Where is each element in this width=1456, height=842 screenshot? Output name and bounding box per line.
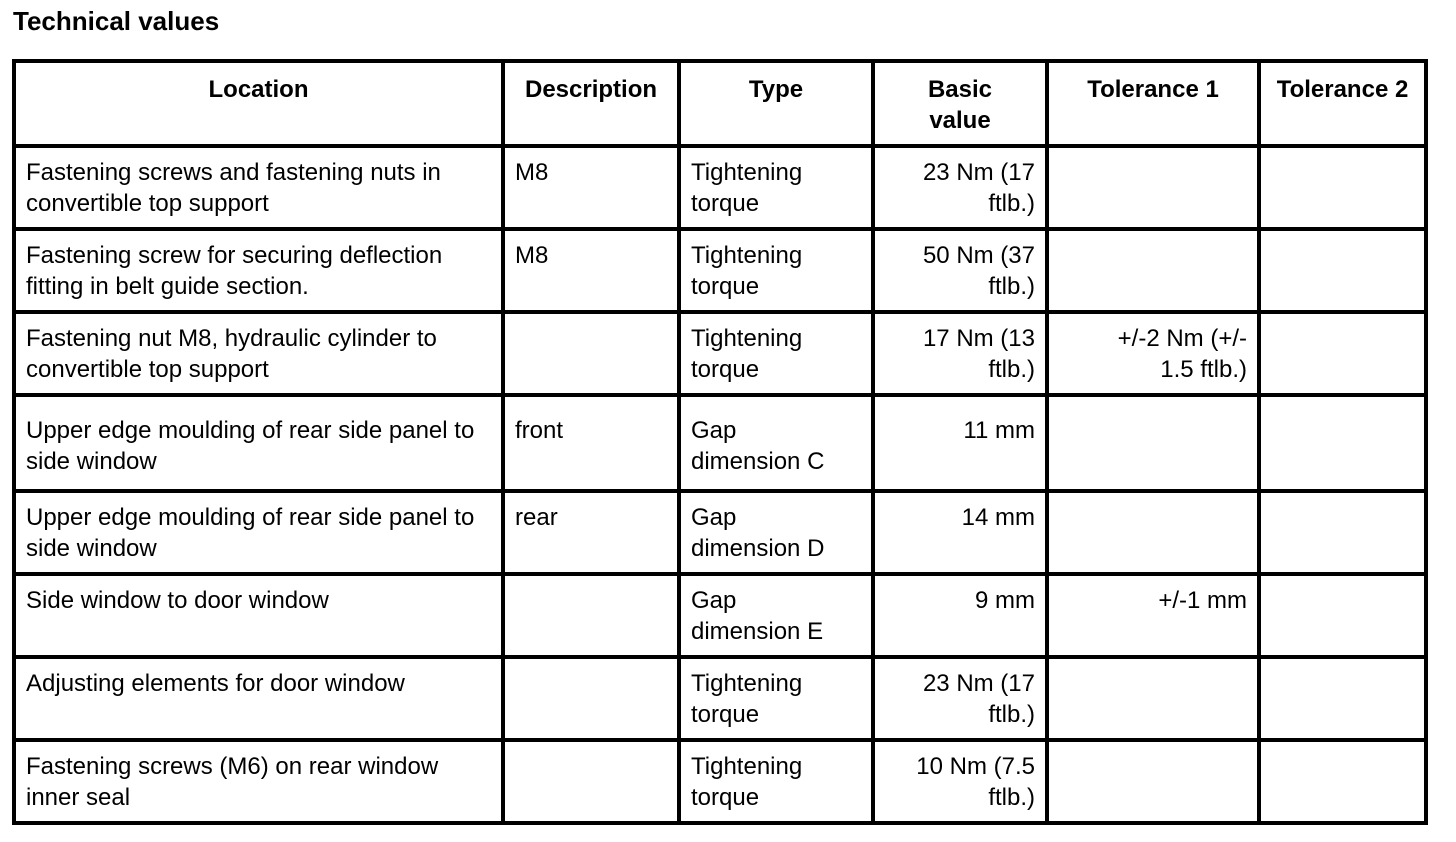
description-cell: rear bbox=[503, 491, 679, 574]
description-cell: M8 bbox=[503, 146, 679, 229]
type-cell: Tightening torque bbox=[679, 740, 873, 823]
tolerance-1-cell bbox=[1047, 229, 1259, 312]
tolerance-2-cell bbox=[1259, 146, 1426, 229]
location-cell: Side window to door window bbox=[14, 574, 503, 657]
tolerance-1-cell bbox=[1047, 740, 1259, 823]
table-row bbox=[14, 574, 1426, 657]
basic-value-cell: 23 Nm (17 ftlb.) bbox=[873, 657, 1047, 740]
column-header-tolerance-1: Tolerance 1 bbox=[1047, 61, 1259, 146]
column-header-basic-value: Basic value bbox=[873, 61, 1047, 146]
basic-value-cell: 23 Nm (17 ftlb.) bbox=[873, 146, 1047, 229]
type-cell: Gap dimension E bbox=[679, 574, 873, 657]
tolerance-1-cell bbox=[1047, 146, 1259, 229]
column-header-type: Type bbox=[679, 61, 873, 146]
tolerance-2-cell bbox=[1259, 229, 1426, 312]
description-cell: M8 bbox=[503, 229, 679, 312]
basic-value-cell: 17 Nm (13 ftlb.) bbox=[873, 312, 1047, 395]
location-cell: Fastening screws (M6) on rear window inner seal bbox=[14, 740, 503, 823]
description-cell bbox=[503, 657, 679, 740]
basic-value-cell: 11 mm bbox=[873, 395, 1047, 491]
tolerance-1-cell bbox=[1047, 395, 1259, 491]
tolerance-1-cell: +/-1 mm bbox=[1047, 574, 1259, 657]
tolerance-2-cell bbox=[1259, 574, 1426, 657]
tolerance-1-cell bbox=[1047, 491, 1259, 574]
type-cell: Tightening torque bbox=[679, 229, 873, 312]
tolerance-2-cell bbox=[1259, 312, 1426, 395]
tolerance-1-cell: +/-2 Nm (+/- 1.5 ftlb.) bbox=[1047, 312, 1259, 395]
table-row bbox=[14, 395, 1426, 491]
type-cell: Gap dimension D bbox=[679, 491, 873, 574]
basic-value-cell: 50 Nm (37 ftlb.) bbox=[873, 229, 1047, 312]
table-row bbox=[14, 491, 1426, 574]
tolerance-2-cell bbox=[1259, 491, 1426, 574]
location-cell: Fastening nut M8, hydraulic cylinder to convertible top support bbox=[14, 312, 503, 395]
table-header bbox=[14, 61, 1426, 146]
location-cell: Fastening screw for securing deflection fitting in belt guide section. bbox=[14, 229, 503, 312]
table-row bbox=[14, 146, 1426, 229]
location-cell: Fastening screws and fastening nuts in convertible top support bbox=[14, 146, 503, 229]
basic-value-cell: 9 mm bbox=[873, 574, 1047, 657]
location-cell: Adjusting elements for door window bbox=[14, 657, 503, 740]
description-cell bbox=[503, 740, 679, 823]
header-row bbox=[14, 61, 1426, 146]
location-cell: Upper edge moulding of rear side panel to side window bbox=[14, 395, 503, 491]
type-cell: Tightening torque bbox=[679, 312, 873, 395]
table-row bbox=[14, 740, 1426, 823]
table-body bbox=[14, 146, 1426, 823]
column-header-location: Location bbox=[14, 61, 503, 146]
type-cell: Tightening torque bbox=[679, 657, 873, 740]
description-cell bbox=[503, 312, 679, 395]
table-row bbox=[14, 312, 1426, 395]
type-cell: Tightening torque bbox=[679, 146, 873, 229]
column-header-description: Description bbox=[503, 61, 679, 146]
location-cell: Upper edge moulding of rear side panel to side window bbox=[14, 491, 503, 574]
column-header-tolerance-2: Tolerance 2 bbox=[1259, 61, 1426, 146]
description-cell bbox=[503, 574, 679, 657]
tolerance-2-cell bbox=[1259, 657, 1426, 740]
type-cell: Gap dimension C bbox=[679, 395, 873, 491]
page-title: Technical values bbox=[13, 6, 220, 36]
table-row bbox=[14, 229, 1426, 312]
tolerance-1-cell bbox=[1047, 657, 1259, 740]
basic-value-cell: 10 Nm (7.5 ftlb.) bbox=[873, 740, 1047, 823]
technical-values-table bbox=[12, 59, 1428, 825]
basic-value-cell: 14 mm bbox=[873, 491, 1047, 574]
description-cell: front bbox=[503, 395, 679, 491]
tolerance-2-cell bbox=[1259, 395, 1426, 491]
tolerance-2-cell bbox=[1259, 740, 1426, 823]
table-row bbox=[14, 657, 1426, 740]
